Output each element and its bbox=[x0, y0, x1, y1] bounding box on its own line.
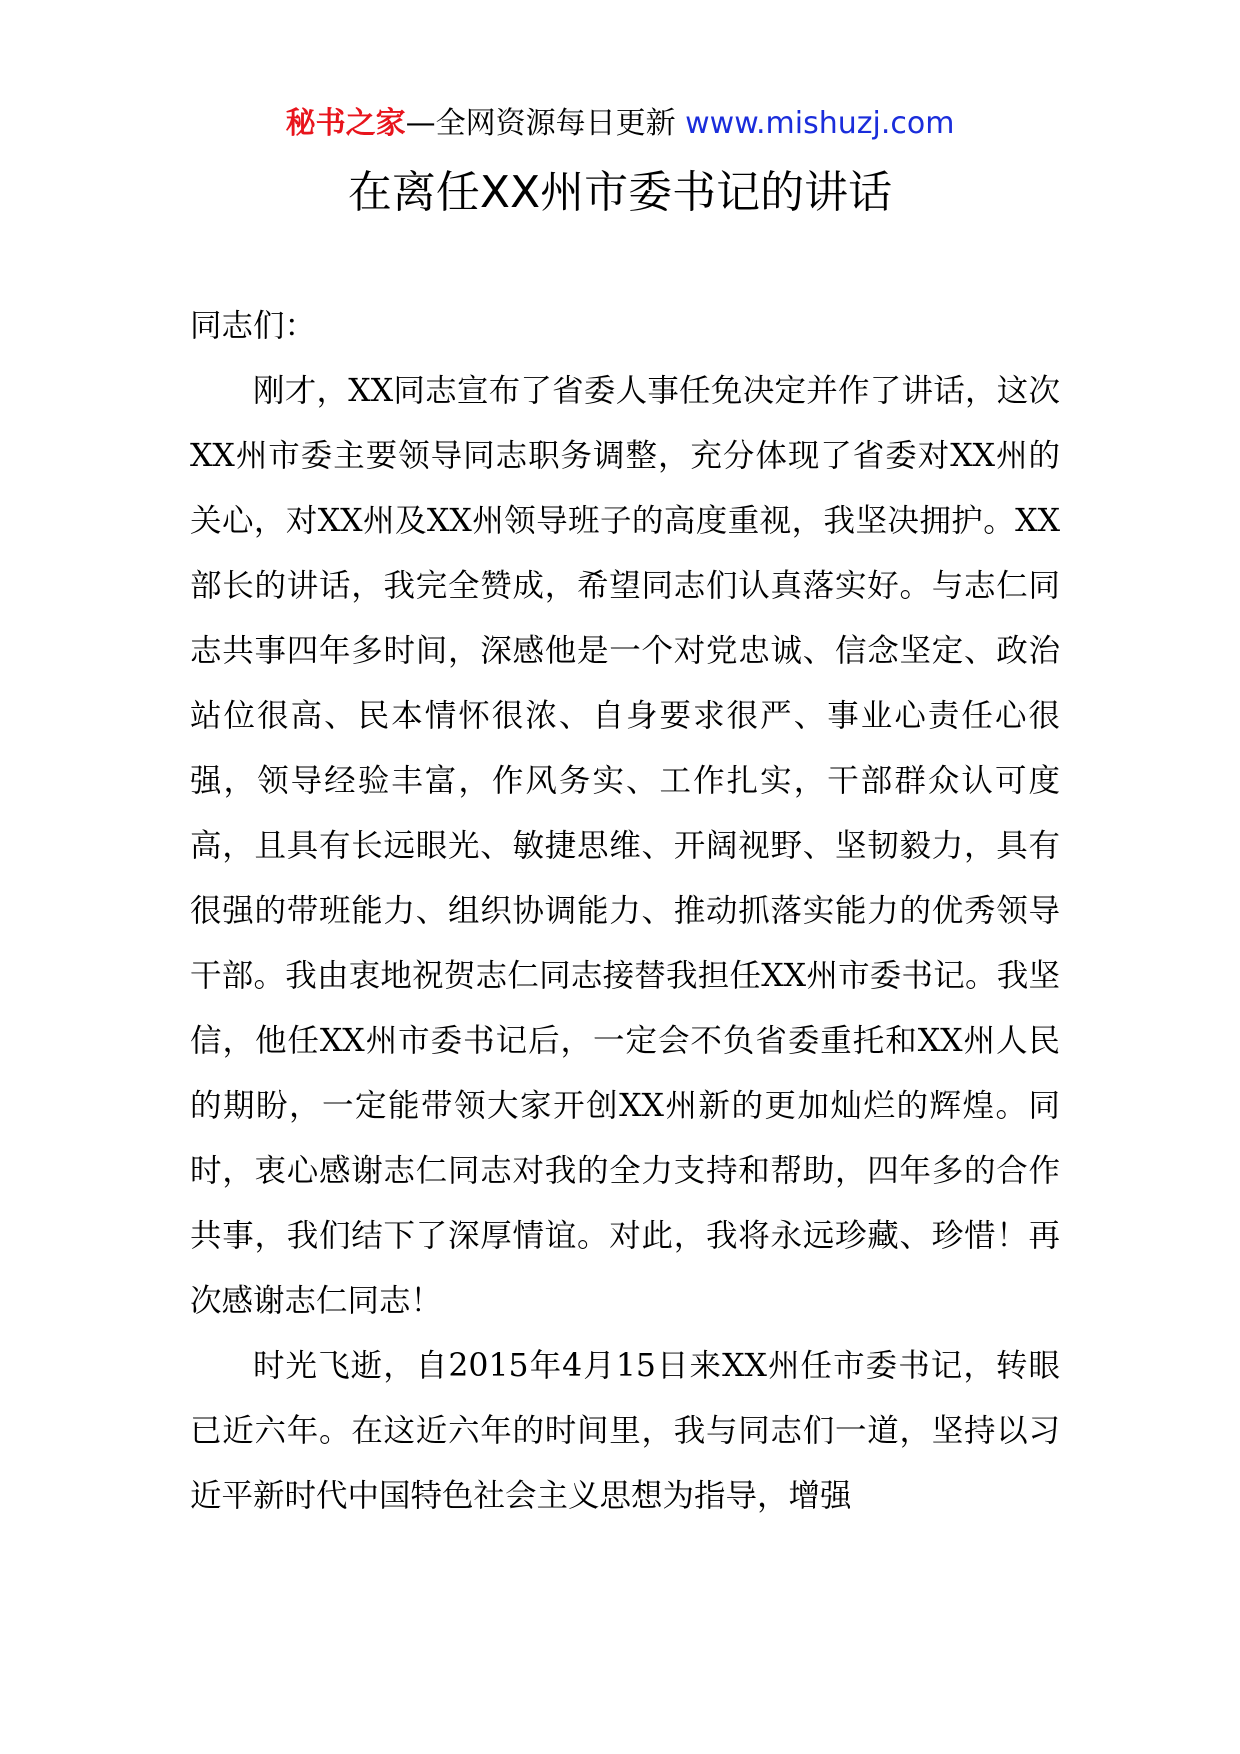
brand-name: 秘书之家 bbox=[285, 106, 406, 141]
site-slogan: —全网资源每日更新 bbox=[405, 106, 676, 141]
body-paragraph-1: 刚才，XX同志宣布了省委人事任免决定并作了讲话，这次XX州市委主要领导同志职务调整，充分体现了省委对XX州的关心，对XX州及XX州领导班子的高度重视，我坚决拥护。XX部长的讲话，我完全赞成，希望同志们认真落实好。与志仁同志共事四年多时间，深感他是一个对党忠诚、信念坚定、政治站位很高、民本情怀很浓、自身要求很严、事业心责任心很强，领导经验丰富，作风务实、工作扎实，干部群众认可度高，且具有长远眼光、敏捷思维、开阔视野、坚韧毅力，具有很强的带班能力、组织协调能力、推动抓落实能力的优秀领导干部。我由衷地祝贺志仁同志接替我担任XX州市委书记。我坚信，他任XX州市委书记后，一定会不负省委重托和XX州人民的期盼，一定能带领大家开创XX州新的更加灿烂的辉煌。同时，衷心感谢志仁同志对我的全力支持和帮助，四年多的合作共事，我们结下了深厚情谊。对此，我将永远珍藏、珍惜！再次感谢志仁同志！ bbox=[190, 373, 1060, 1319]
site-header bbox=[0, 104, 1240, 144]
salutation: 同志们： bbox=[190, 308, 317, 344]
document-title: 在离任XX州市委书记的讲话 bbox=[347, 167, 893, 218]
site-url-link[interactable]: www.mishuzj.com bbox=[685, 106, 955, 141]
body-paragraph-2: 时光飞逝，自2015年4月15日来XX州任市委书记，转眼已近六年。在这近六年的时间里，我与同志们一道，坚持以习近平新时代中国特色社会主义思想为指导，增强 bbox=[190, 1348, 1060, 1514]
document-body bbox=[190, 294, 1060, 1529]
